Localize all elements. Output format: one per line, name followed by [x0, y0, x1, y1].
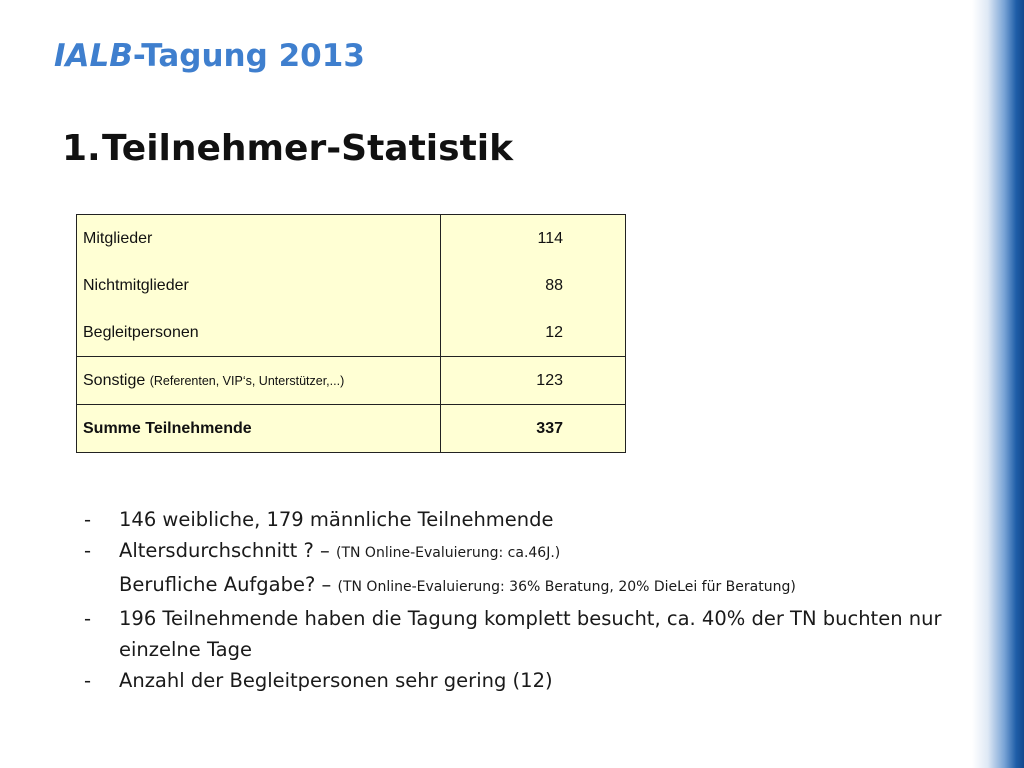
conference-title — [54, 38, 365, 74]
row-label: Mitglieder — [77, 215, 441, 263]
row-label-cell — [77, 357, 441, 405]
bullet-dash: - — [84, 539, 92, 562]
participant-statistics-table — [76, 214, 626, 453]
row-value: 114 — [441, 215, 626, 263]
list-item — [84, 504, 964, 535]
list-item — [84, 603, 964, 665]
list-item — [84, 665, 964, 696]
bullet-text: 196 Teilnehmende haben die Tagung komplett besucht, ca. 40% der TN buchten nur einzelne Tage — [119, 607, 942, 661]
table-row — [77, 262, 626, 309]
conference-title-italic: IALB — [54, 38, 133, 74]
slide-number: 1. — [62, 128, 101, 169]
bullet-text: Altersdurchschnitt ? – — [119, 539, 336, 562]
bullet-text: Anzahl der Begleitpersonen sehr gering (12) — [119, 669, 553, 692]
row-label: Nichtmitglieder — [77, 262, 441, 309]
bullet-text-line2: Berufliche Aufgabe? – — [119, 573, 338, 596]
bullet-dash: - — [84, 607, 92, 630]
row-label: Sonstige — [83, 371, 146, 389]
row-value: 12 — [441, 309, 626, 357]
list-item — [84, 535, 964, 603]
row-value: 123 — [441, 357, 626, 405]
slide-title — [62, 128, 513, 169]
row-label-note: (Referenten, VIP‘s, Unterstützer,...) — [149, 373, 345, 388]
bullet-dash: - — [84, 508, 92, 531]
row-label: Summe Teilnehmende — [77, 405, 441, 453]
slide-title-text: Teilnehmer-Statistik — [102, 128, 514, 169]
bullet-note-line2: (TN Online-Evaluierung: 36% Beratung, 20% DieLei für Beratung) — [337, 579, 796, 595]
bullet-text: 146 weibliche, 179 männliche Teilnehmende — [119, 508, 554, 531]
table-row — [77, 309, 626, 357]
table-row — [77, 357, 626, 405]
row-label: Begleitpersonen — [77, 309, 441, 357]
decorative-side-bar — [972, 0, 1024, 768]
conference-title-rest: -Tagung 2013 — [132, 38, 365, 74]
table-row — [77, 215, 626, 263]
table-row-total — [77, 405, 626, 453]
row-value: 337 — [441, 405, 626, 453]
bullet-dash: - — [84, 669, 92, 692]
bullet-list — [84, 504, 964, 696]
bullet-note: (TN Online-Evaluierung: ca.46J.) — [336, 545, 561, 561]
row-value: 88 — [441, 262, 626, 309]
